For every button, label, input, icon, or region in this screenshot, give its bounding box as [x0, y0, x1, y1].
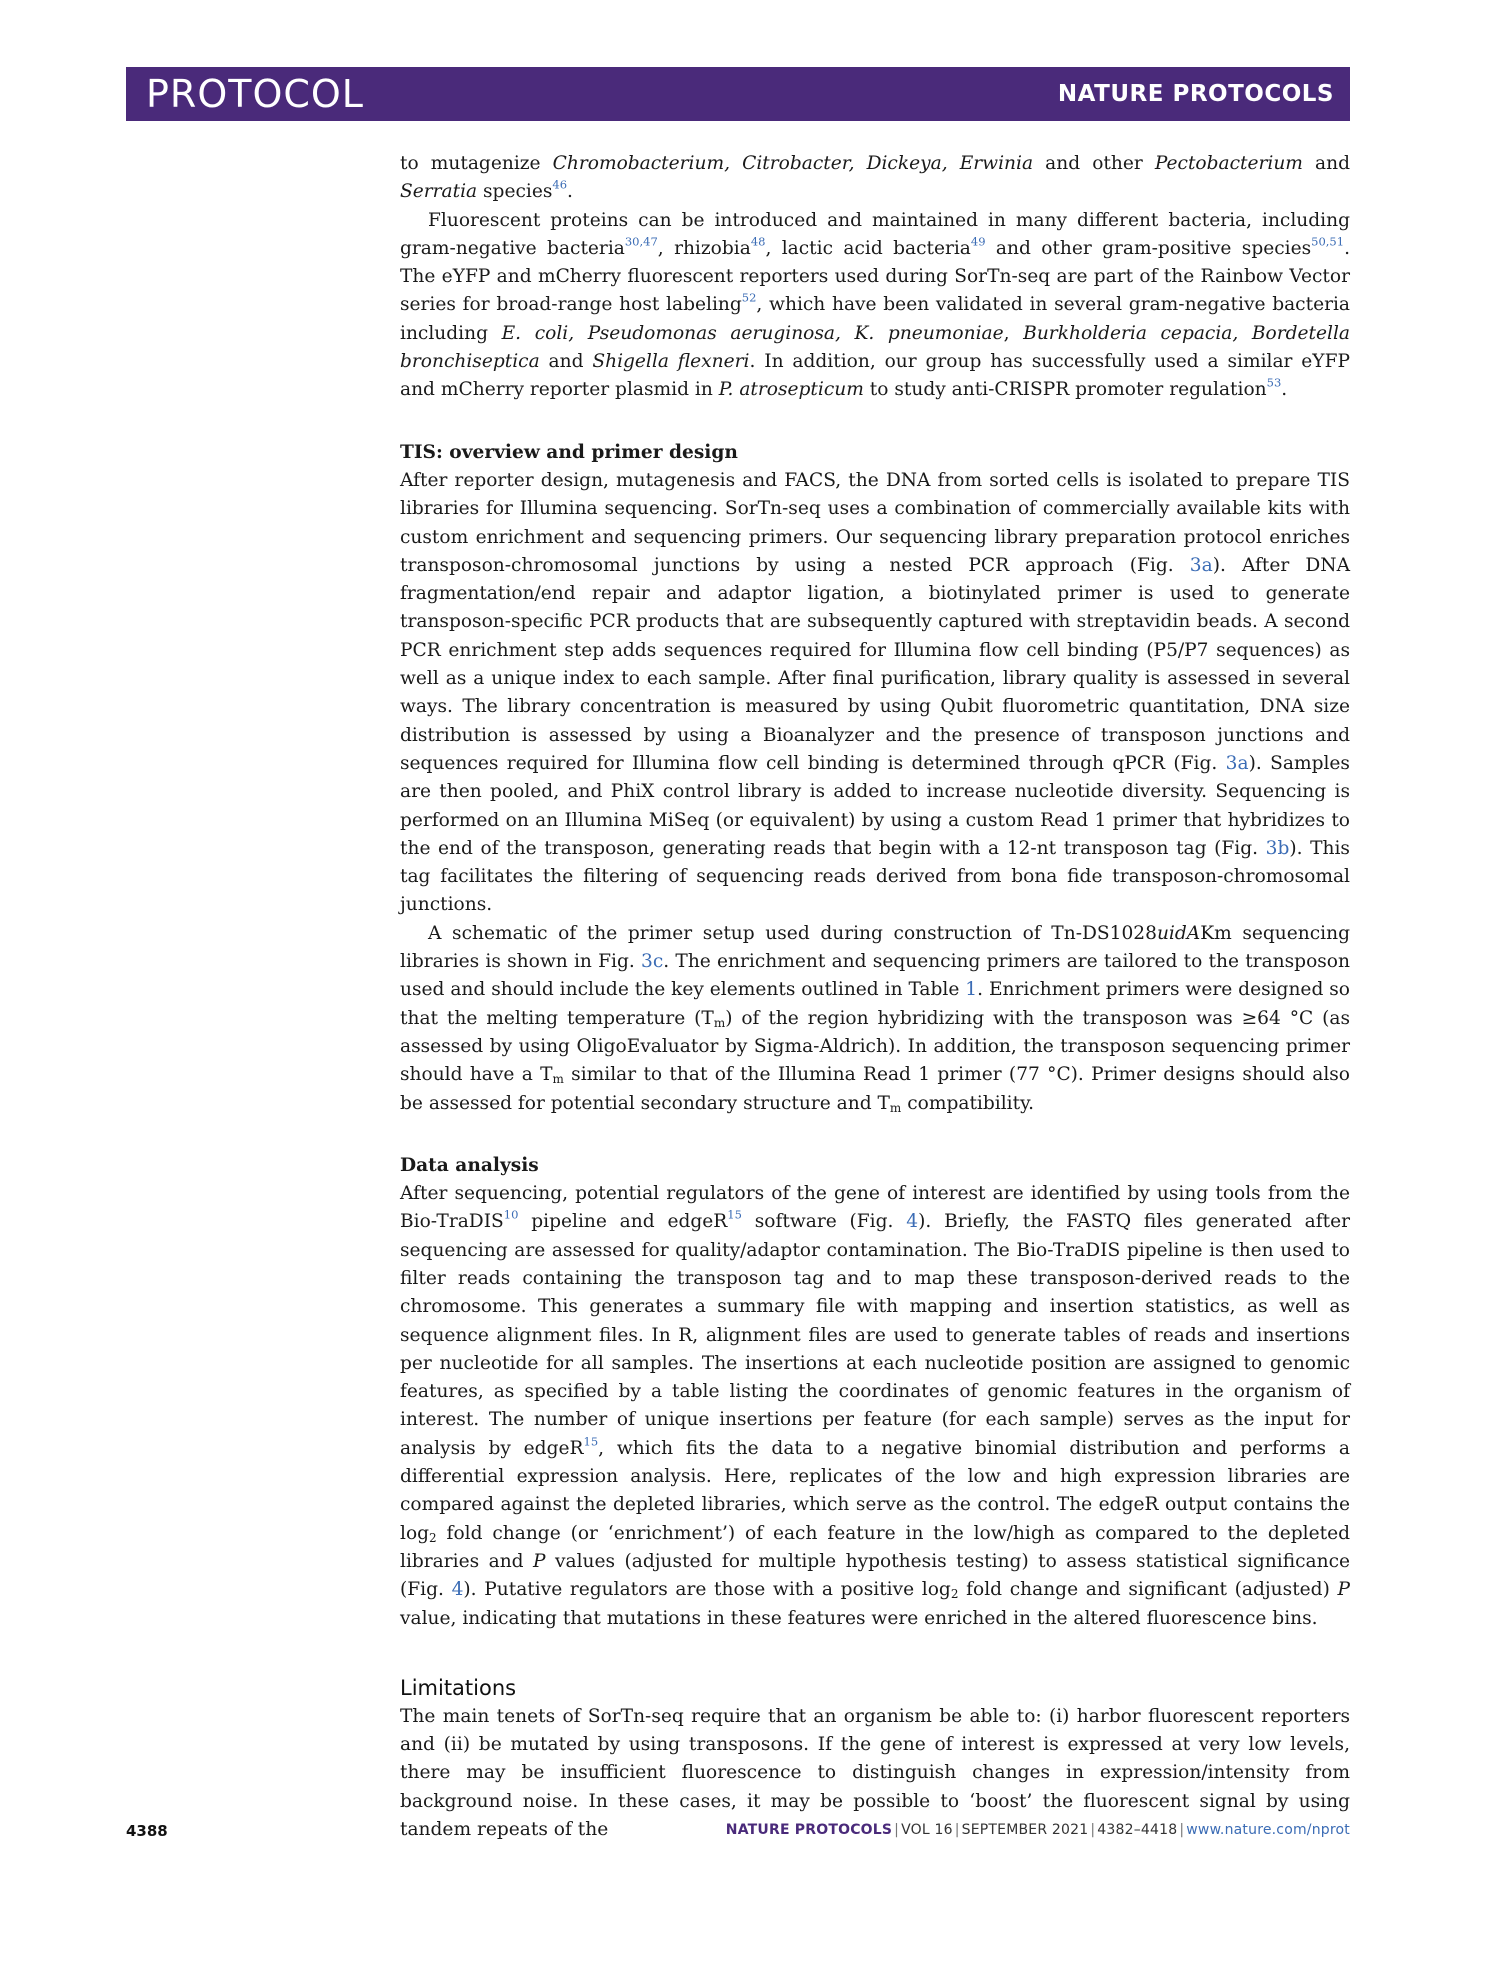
page-header: [126, 67, 1350, 121]
figure-link[interactable]: 3a: [1189, 554, 1213, 576]
reference-link[interactable]: 50,51: [1311, 234, 1345, 249]
footer-citation: NATURE PROTOCOLS | VOL 16 | SEPTEMBER 2021 | 4382–4418 | www.nature.com/nprot: [725, 1822, 1350, 1838]
section-heading-data-analysis: Data analysis: [400, 1154, 539, 1176]
footer-journal: NATURE PROTOCOLS: [725, 1822, 893, 1838]
section-heading-tis: TIS: overview and primer design: [400, 441, 738, 463]
figure-link[interactable]: 3a: [1225, 752, 1249, 774]
figure-link[interactable]: 3b: [1265, 837, 1290, 859]
figure-link[interactable]: 4: [906, 1211, 919, 1233]
reference-link[interactable]: 48: [750, 234, 766, 249]
reference-link[interactable]: 30,47: [624, 234, 658, 249]
article-body: [400, 150, 1350, 1844]
reference-link[interactable]: 10: [503, 1207, 519, 1222]
reference-link[interactable]: 52: [741, 290, 757, 305]
footer-url[interactable]: www.nature.com/nprot: [1186, 1822, 1350, 1838]
section-label: PROTOCOL: [146, 72, 364, 116]
paragraph-data-analysis: After sequencing, potential regulators of the gene of interest are identified by using tools from the Bio-TraDIS$^{10}$ pipeline and edgeR$^{15}$ software (Fig. 4). Briefly, the FASTQ files generated after sequencing are assessed for quality/adaptor contamination. The Bio-TraDIS pipeline is then used to filter reads containing the transposon tag and to map these transposon-derived reads to the chromosome. This generates a summary file with mapping and insertion statistics, as well as sequence alignment files. In R, alignment files are used to generate tables of reads and insertions per nucleotide for all samples. The insertions at each nucleotide position are assigned to genomic features, as specified by a table listing the coordinates of genomic features in the organism of interest. The number of unique insertions per feature (for each sample) serves as the input for analysis by edgeR$^{15}$, which fits the data to a negative binomial distribution and performs a differential expression analysis. Here, replicates of the low and high expression libraries are compared against the depleted libraries, which serve as the control. The edgeR output contains the $\log_2$ fold change (or ‘enrichment’) of each feature in the low/high as compared to the depleted libraries and P values (adjusted for multiple hypothesis testing) to assess statistical significance (Fig. 4). Putative regulators are those with a positive $\log_2$ fold change and significant (adjusted) P value, indicating that mutations in these features were enriched in the altered fluorescence bins.: [400, 1183, 1351, 1629]
section-heading-limitations: Limitations: [400, 1675, 517, 1700]
reference-link[interactable]: 15: [727, 1207, 742, 1222]
reference-link[interactable]: 15: [583, 1434, 599, 1449]
footer-pages: 4382–4418: [1097, 1822, 1178, 1838]
figure-link[interactable]: 4: [451, 1579, 464, 1601]
reference-link[interactable]: 53: [1266, 375, 1282, 390]
footer-date: SEPTEMBER 2021: [961, 1822, 1089, 1838]
figure-link[interactable]: 3c: [641, 951, 664, 973]
journal-name: NATURE PROTOCOLS: [1057, 81, 1334, 107]
reference-link[interactable]: 46: [552, 177, 568, 192]
paragraph-continued: to mutagenize Chromobacterium, Citrobacter, Dickeya, Erwinia and other Pectobacterium and Serratia species$^{46}$.: [400, 153, 1351, 203]
paragraph-tis-overview: After reporter design, mutagenesis and FACS, the DNA from sorted cells is isolated to prepare TIS libraries for Illumina sequencing. SorTn-seq uses a combination of commercially available kits with custom enrichment and sequencing primers. Our sequencing library preparation protocol enriches transposon-chromosomal junctions by using a nested PCR approach (Fig. 3a). After DNA fragmentation/end repair and adaptor ligation, a biotinylated primer is used to generate transposon-specific PCR products that are subsequently captured with streptavidin beads. A second PCR enrichment step adds sequences required for Illumina flow cell binding (P5/P7 sequences) as well as a unique index to each sample. After final purification, library quality is assessed in several ways. The library concentration is measured by using Qubit fluorometric quantitation, DNA size distribution is assessed by using a Bioanalyzer and the presence of transposon junctions and sequences required for Illumina flow cell binding is determined through qPCR (Fig. 3a). Samples are then pooled, and PhiX control library is added to increase nucleotide diversity. Sequencing is performed on an Illumina MiSeq (or equivalent) by using a custom Read 1 primer that hybridizes to the end of the transposon, generating reads that begin with a 12-nt transposon tag (Fig. 3b). This tag facilitates the filtering of sequencing reads derived from bona fide transposon-chromosomal junctions.: [400, 469, 1351, 916]
footer-volume: VOL 16: [901, 1822, 953, 1838]
table-link[interactable]: 1: [965, 979, 978, 1001]
paragraph-primer-design: A schematic of the primer setup used during construction of Tn-DS1028uidAKm sequencing libraries is shown in Fig. 3c. The enrichment and sequencing primers are tailored to the transposon used and should include the key elements outlined in Table 1. Enrichment primers were designed so that the melting temperature $(T_m)$ of the region hybridizing with the transposon was ≥64 °C (as assessed by using OligoEvaluator by Sigma-Aldrich). In addition, the transposon sequencing primer should have a $T_m$ similar to that of the Illumina Read 1 primer (77 °C). Primer designs should also be assessed for potential secondary structure and $T_m$ compatibility.: [400, 922, 1350, 1115]
page-number: 4388: [126, 1822, 168, 1840]
paragraph-fluorescent-proteins: Fluorescent proteins can be introduced and maintained in many different bacteria, including gram-negative bacteria$^{30,47}$, rhizobia$^{48}$, lactic acid bacteria$^{49}$ and other gram-positive species$^{50,51}$. The eYFP and mCherry fluorescent reporters used during SorTn-seq are part of the Rainbow Vector series for broad-range host labeling$^{52}$, which have been validated in several gram-negative bacteria including E. coli, Pseudomonas aeruginosa, K. pneumoniae, Burkholderia cepacia, Bordetella bronchiseptica and Shigella flexneri. In addition, our group has successfully used a similar eYFP and mCherry reporter plasmid in P. atrosepticum to study anti-CRISPR promoter regulation$^{53}$.: [400, 209, 1351, 401]
paragraph-limitations: The main tenets of SorTn-seq require that an organism be able to: (i) harbor fluorescent reporters and (ii) be mutated by using transposons. If the gene of interest is expressed at very low levels, there may be insufficient fluorescence to distinguish changes in expression/intensity from background noise. In these cases, it may be possible to ‘boost’ the fluorescent signal by using tandem repeats of the: [400, 1705, 1350, 1841]
reference-link[interactable]: 49: [970, 234, 986, 249]
